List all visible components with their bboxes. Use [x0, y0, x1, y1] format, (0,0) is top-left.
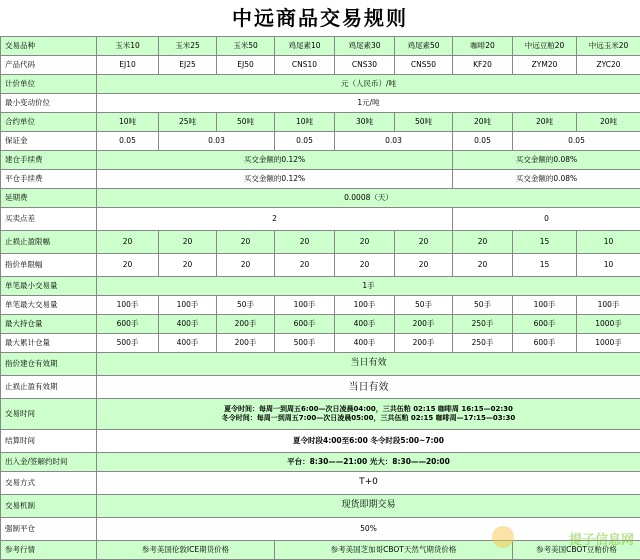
page-title: 中远商品交易规则 — [0, 0, 640, 36]
contract-unit-cell: 20吨 — [453, 113, 513, 132]
row-label: 指价单限幅 — [1, 254, 97, 277]
forced-value: 50% — [97, 518, 640, 541]
row-label: 最大累计仓量 — [1, 334, 97, 353]
code-cell: EJ25 — [159, 56, 217, 75]
row-label: 单笔最大交易量 — [1, 296, 97, 315]
contract-unit-cell: 30吨 — [335, 113, 395, 132]
row-label: 单笔最小交易量 — [1, 277, 97, 296]
row-label: 止损止盈限幅 — [1, 231, 97, 254]
delivery-row — [1, 472, 640, 495]
row-label: 交易时间 — [1, 399, 97, 430]
code-cell: ZYC20 — [577, 56, 640, 75]
rules-table — [0, 36, 640, 560]
row-label: 指价建仓有效期 — [1, 353, 97, 376]
row-label: 出入金/签解约时间 — [1, 453, 97, 472]
max-lot-cell: 100手 — [97, 296, 159, 315]
margin-cell: 0.05 — [275, 132, 335, 151]
row-label: 延期费 — [1, 189, 97, 208]
max-position-cell: 200手 — [395, 315, 453, 334]
contract-unit-cell: 25吨 — [159, 113, 217, 132]
max-total-cell: 200手 — [217, 334, 275, 353]
row-label: 强制平仓 — [1, 518, 97, 541]
settlement-row — [1, 430, 640, 453]
limit-valid-row — [1, 353, 640, 376]
max-lot-cell: 50手 — [217, 296, 275, 315]
stop-loss-cell: 20 — [335, 231, 395, 254]
trading-time-value — [97, 399, 640, 430]
code-cell: CNS10 — [275, 56, 335, 75]
max-total-cell: 1000手 — [577, 334, 640, 353]
product-cell: 鸡尾素50 — [395, 37, 453, 56]
margin-cell: 0.05 — [453, 132, 513, 151]
limit-order-cell: 20 — [453, 254, 513, 277]
code-cell: EJ10 — [97, 56, 159, 75]
reference-right: 参考美国CBOT豆粕价格 — [513, 541, 640, 560]
row-label: 建仓手续费 — [1, 151, 97, 170]
max-total-cell: 250手 — [453, 334, 513, 353]
limit-valid-value: 当日有效 — [97, 353, 640, 376]
open-fee-left: 买交金额的0.12% — [97, 151, 453, 170]
min-tick-value: 1元/吨 — [97, 94, 640, 113]
row-label: 产品代码 — [1, 56, 97, 75]
product-cell: 玉米50 — [217, 37, 275, 56]
max-lot-row — [1, 296, 640, 315]
limit-order-cell: 15 — [513, 254, 577, 277]
max-position-cell: 1000手 — [577, 315, 640, 334]
spread-left: 2 — [97, 208, 453, 231]
stop-loss-cell: 20 — [453, 231, 513, 254]
row-label: 合约单位 — [1, 113, 97, 132]
stop-valid-value: 当日有效 — [97, 376, 640, 399]
max-position-cell: 600手 — [97, 315, 159, 334]
funds-row — [1, 453, 640, 472]
contract-unit-cell: 50吨 — [217, 113, 275, 132]
row-label: 计价单位 — [1, 75, 97, 94]
contract-unit-row — [1, 113, 640, 132]
spread-right: 0 — [453, 208, 640, 231]
watermark-logo-icon — [492, 526, 514, 548]
max-position-cell: 600手 — [275, 315, 335, 334]
max-lot-cell: 100手 — [159, 296, 217, 315]
close-fee-left: 买交金额的0.12% — [97, 170, 453, 189]
unit-value: 元（人民币）/吨 — [97, 75, 640, 94]
code-cell: EJ50 — [217, 56, 275, 75]
reference-left: 参考美国伦敦ICE期货价格 — [97, 541, 275, 560]
code-cell: CNS30 — [335, 56, 395, 75]
stop-loss-cell: 20 — [97, 231, 159, 254]
stop-loss-cell: 20 — [395, 231, 453, 254]
contract-unit-cell: 20吨 — [513, 113, 577, 132]
max-lot-cell: 100手 — [577, 296, 640, 315]
trading-time-row — [1, 399, 640, 430]
mechanism-row — [1, 495, 640, 518]
code-cell: ZYM20 — [513, 56, 577, 75]
max-total-cell: 500手 — [97, 334, 159, 353]
reference-row — [1, 541, 640, 560]
trading-time-winter: 冬令时间：每周一到周五7:00—次日凌晨05:00，三共伍粕 02:15 咖啡周—17:15—03:30 — [97, 414, 640, 423]
product-cell: 咖啡20 — [453, 37, 513, 56]
limit-order-cell: 10 — [577, 254, 640, 277]
row-label: 参考行情 — [1, 541, 97, 560]
row-label: 结算时间 — [1, 430, 97, 453]
margin-cell: 0.05 — [513, 132, 640, 151]
row-label: 平仓手续费 — [1, 170, 97, 189]
margin-row — [1, 132, 640, 151]
row-label: 交易品种 — [1, 37, 97, 56]
limit-order-cell: 20 — [335, 254, 395, 277]
stop-loss-cell: 20 — [275, 231, 335, 254]
row-label: 最小变动价位 — [1, 94, 97, 113]
max-total-cell: 400手 — [335, 334, 395, 353]
max-position-cell: 400手 — [159, 315, 217, 334]
product-cell: 玉米10 — [97, 37, 159, 56]
funds-value: 平台：8:30——21:00 光大：8:30——20:00 — [97, 453, 640, 472]
max-total-row — [1, 334, 640, 353]
margin-cell: 0.03 — [159, 132, 275, 151]
close-fee-row — [1, 170, 640, 189]
code-cell: KF20 — [453, 56, 513, 75]
max-lot-cell: 100手 — [275, 296, 335, 315]
watermark: 提子信息网 — [569, 529, 634, 548]
max-total-cell: 600手 — [513, 334, 577, 353]
stop-loss-cell: 20 — [159, 231, 217, 254]
max-lot-cell: 100手 — [335, 296, 395, 315]
limit-order-cell: 20 — [159, 254, 217, 277]
close-fee-right: 买交金额的0.08% — [453, 170, 640, 189]
spread-row — [1, 208, 640, 231]
stop-loss-row — [1, 231, 640, 254]
max-total-cell: 500手 — [275, 334, 335, 353]
open-fee-row — [1, 151, 640, 170]
mechanism-value: 现货即期交易 — [97, 495, 640, 518]
contract-unit-cell: 20吨 — [577, 113, 640, 132]
min-lot-row — [1, 277, 640, 296]
row-label: 保证金 — [1, 132, 97, 151]
max-position-cell: 250手 — [453, 315, 513, 334]
max-position-cell: 600手 — [513, 315, 577, 334]
forced-row — [1, 518, 640, 541]
overnight-row — [1, 189, 640, 208]
stop-loss-cell: 10 — [577, 231, 640, 254]
stop-loss-cell: 15 — [513, 231, 577, 254]
margin-cell: 0.05 — [97, 132, 159, 151]
margin-cell: 0.03 — [335, 132, 453, 151]
max-total-cell: 200手 — [395, 334, 453, 353]
max-lot-cell: 50手 — [395, 296, 453, 315]
row-label: 止损止盈有效期 — [1, 376, 97, 399]
min-lot-value: 1手 — [97, 277, 640, 296]
header-row — [1, 37, 640, 56]
limit-order-cell: 20 — [217, 254, 275, 277]
product-cell: 玉米25 — [159, 37, 217, 56]
stop-loss-cell: 20 — [217, 231, 275, 254]
row-label: 交易方式 — [1, 472, 97, 495]
min-tick-row — [1, 94, 640, 113]
limit-order-cell: 20 — [97, 254, 159, 277]
max-position-cell: 400手 — [335, 315, 395, 334]
product-cell: 鸡尾素10 — [275, 37, 335, 56]
contract-unit-cell: 10吨 — [97, 113, 159, 132]
product-cell: 中远豆粕20 — [513, 37, 577, 56]
contract-unit-cell: 50吨 — [395, 113, 453, 132]
open-fee-right: 买交金额的0.08% — [453, 151, 640, 170]
row-label: 买卖点差 — [1, 208, 97, 231]
max-position-row — [1, 315, 640, 334]
row-label: 交易机制 — [1, 495, 97, 518]
unit-row — [1, 75, 640, 94]
max-lot-cell: 100手 — [513, 296, 577, 315]
limit-order-row — [1, 254, 640, 277]
contract-unit-cell: 10吨 — [275, 113, 335, 132]
overnight-value: 0.0008（天） — [97, 189, 640, 208]
stop-valid-row — [1, 376, 640, 399]
delivery-value: T+0 — [97, 472, 640, 495]
limit-order-cell: 20 — [395, 254, 453, 277]
trading-time-summer: 夏令时间：每周一到周五6:00—次日凌晨04:00，三共伍粕 02:15 咖啡周 16:15—02:30 — [97, 405, 640, 414]
max-lot-cell: 50手 — [453, 296, 513, 315]
product-cell: 中远玉米20 — [577, 37, 640, 56]
product-cell: 鸡尾素30 — [335, 37, 395, 56]
max-position-cell: 200手 — [217, 315, 275, 334]
code-row — [1, 56, 640, 75]
settlement-value: 夏令时段4:00至6:00 冬令时段5:00~7:00 — [97, 430, 640, 453]
max-total-cell: 400手 — [159, 334, 217, 353]
row-label: 最大持仓量 — [1, 315, 97, 334]
reference-mid: 参考美国芝加哥CBOT天然气期货价格 — [275, 541, 513, 560]
code-cell: CNS50 — [395, 56, 453, 75]
limit-order-cell: 20 — [275, 254, 335, 277]
